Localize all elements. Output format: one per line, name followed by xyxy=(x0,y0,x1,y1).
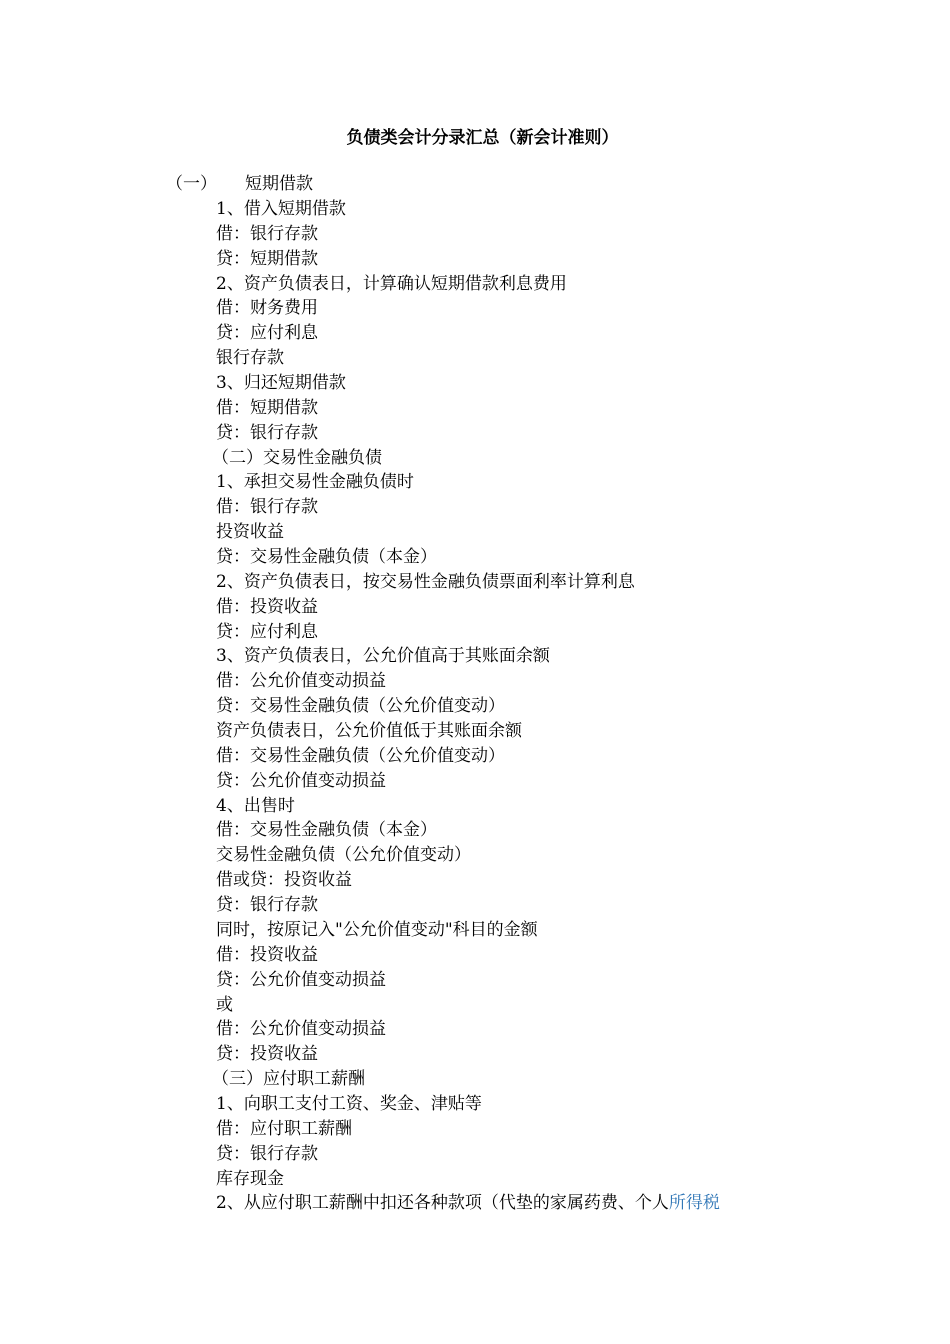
section-heading-short-term-loans xyxy=(166,172,313,197)
entry-text: 2、从应付职工薪酬中扣还各种款项（代垫的家属药费、个人 xyxy=(216,1193,669,1214)
entry-line: 借：公允价值变动损益 xyxy=(216,671,386,692)
entry-line: 1、承担交易性金融负债时 xyxy=(216,472,414,493)
entry-line: 借：银行存款 xyxy=(216,497,318,518)
section-number: （一） xyxy=(166,174,217,194)
entry-line-last xyxy=(216,1191,916,1216)
entry-line: 贷：银行存款 xyxy=(216,895,318,916)
entry-line: 借：公允价值变动损益 xyxy=(216,1019,386,1040)
entry-line: 借：短期借款 xyxy=(216,397,318,418)
entry-line: 借：投资收益 xyxy=(216,596,318,617)
section-heading: （三）应付职工薪酬 xyxy=(212,1069,365,1090)
page-title: 负债类会计分录汇总（新会计准则） xyxy=(346,128,619,148)
entry-line: 借：交易性金融负债（公允价值变动） xyxy=(216,745,505,766)
entry-line: 贷：银行存款 xyxy=(216,1143,318,1164)
entry-line: 借：财务费用 xyxy=(216,298,318,319)
entry-list xyxy=(212,197,916,1216)
entry-line: 交易性金融负债（公允价值变动） xyxy=(216,845,471,866)
entry-line: 贷：应付利息 xyxy=(216,621,318,642)
entry-line: 贷：交易性金融负债（公允价值变动） xyxy=(216,696,505,717)
entry-line: 借或贷：投资收益 xyxy=(216,870,352,891)
entry-line: 贷：银行存款 xyxy=(216,422,318,443)
section-label: 短期借款 xyxy=(245,174,313,194)
entry-line: 3、资产负债表日，公允价值高于其账面余额 xyxy=(216,646,550,667)
entry-line: 投资收益 xyxy=(216,522,284,543)
entry-line: 借：应付职工薪酬 xyxy=(216,1118,352,1139)
entry-line: 贷：短期借款 xyxy=(216,248,318,269)
entry-line: 银行存款 xyxy=(216,348,284,369)
entry-line: 1、向职工支付工资、奖金、津贴等 xyxy=(216,1093,482,1114)
entry-line: 2、资产负债表日，计算确认短期借款利息费用 xyxy=(216,273,567,294)
entry-line: 3、归还短期借款 xyxy=(216,373,346,394)
income-tax-link[interactable]: 所得税 xyxy=(668,1193,720,1214)
entry-line: 贷：交易性金融负债（本金） xyxy=(216,547,437,568)
entry-line: 或 xyxy=(216,994,233,1015)
entry-line: 借：银行存款 xyxy=(216,223,318,244)
entry-line: 1、借入短期借款 xyxy=(216,199,346,219)
entry-line: 贷：公允价值变动损益 xyxy=(216,969,386,990)
entry-line: 资产负债表日，公允价值低于其账面余额 xyxy=(216,721,522,742)
entry-line: 2、资产负债表日，按交易性金融负债票面利率计算利息 xyxy=(216,571,635,592)
entry-line: 同时，按原记入"公允价值变动"科目的金额 xyxy=(216,919,538,940)
entry-line: 借：投资收益 xyxy=(216,944,318,965)
entry-line: 贷：应付利息 xyxy=(216,323,318,344)
entry-line: 贷：投资收益 xyxy=(216,1044,318,1065)
entry-line: 4、出售时 xyxy=(216,795,295,816)
entry-line: 库存现金 xyxy=(216,1168,284,1189)
entry-line: 借：交易性金融负债（本金） xyxy=(216,820,437,841)
section-heading: （二）交易性金融负债 xyxy=(212,447,382,468)
entry-line: 贷：公允价值变动损益 xyxy=(216,770,386,791)
